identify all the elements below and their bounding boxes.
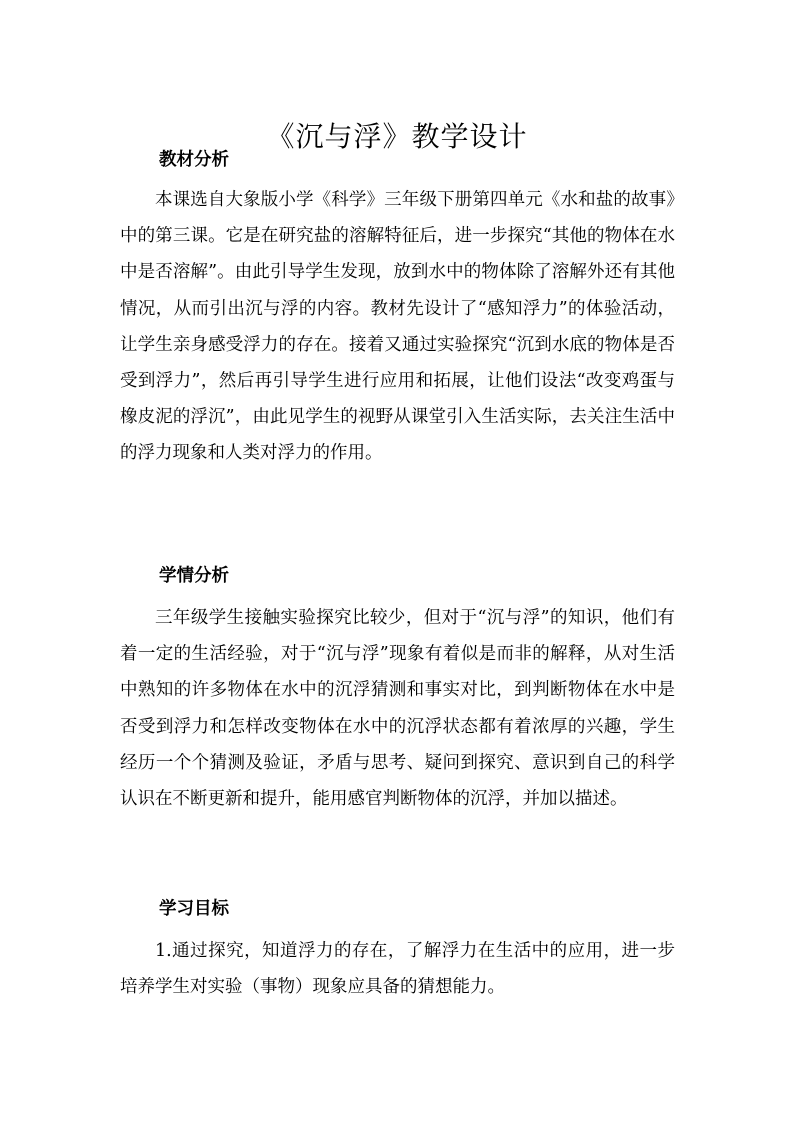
section-heading-learning-objectives: 学习目标 [159,899,229,919]
section-heading-textbook-analysis: 教材分析 [159,150,229,170]
section-paragraph-textbook-analysis: 本课选自大象版小学《科学》三年级下册第四单元《水和盐的故事》中的第三课。它是在研究盐的溶解特征后，进一步探究“其他的物体在水中是否溶解”。由此引导学生发现，放到水中的物体除了溶解外还有其他情况，从而引出沉与浮的内容。教材先设计了“感知浮力”的体验活动，让学生亲身感受浮力的存在。接着又通过实验探究“沉到水底的物体是否受到浮力”，然后再引导学生进行应用和拓展，让他们设法“改变鸡蛋与橡皮泥的浮沉”，由此见学生的视野从课堂引入生活实际，去关注生活中的浮力现象和人类对浮力的作用。 [120,190,675,464]
document-title: 《沉与浮》教学设计 [266,119,528,153]
section-paragraph-student-analysis: 三年级学生接触实验探究比较少，但对于“沉与浮”的知识，他们有着一定的生活经验，对于“沉与浮”现象有着似是而非的解释，从对生活中熟知的许多物体在水中的沉浮猜测和事实对比，到判断物体在水中是否受到浮力和怎样改变物体在水中的沉浮状态都有着浓厚的兴趣，学生经历一个个猜测及验证，矛盾与思考、疑问到探究、意识到自己的科学认识在不断更新和提升，能用感官判断物体的沉浮，并加以描述。 [120,608,675,810]
section-heading-student-analysis: 学情分析 [159,566,229,586]
section-paragraph-learning-objectives: 1.通过探究，知道浮力的存在，了解浮力在生活中的应用，进一步培养学生对实验（事物）现象应具备的猜想能力。 [120,941,675,998]
